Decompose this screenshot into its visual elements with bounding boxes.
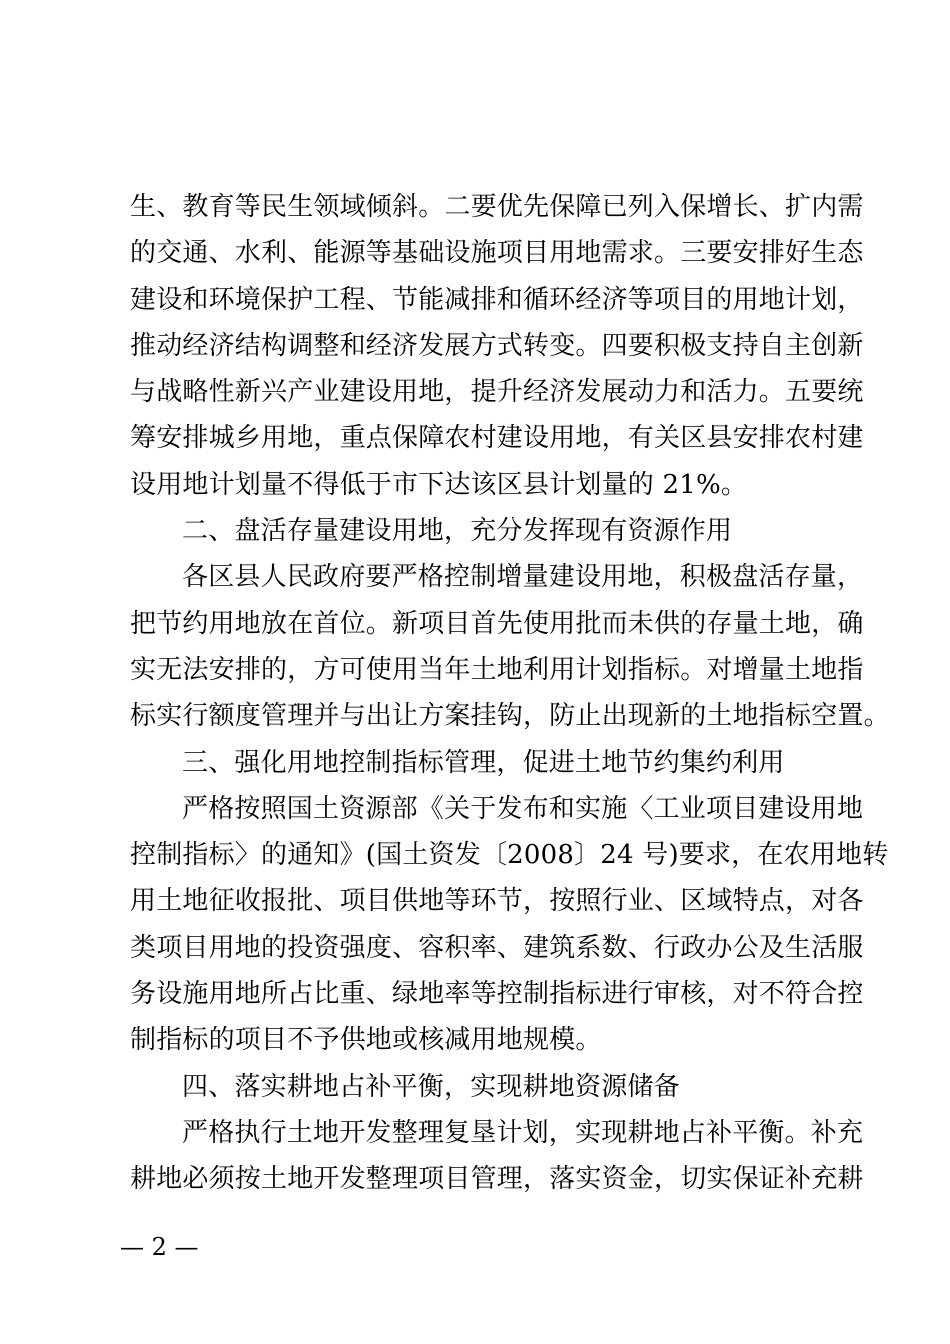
body-line: 筹安排城乡用地，重点保障农村建设用地，有关区县安排农村建 [130,423,864,454]
body-line: 建设和环境保护工程、节能减排和循环经济等项目的用地计划， [130,284,864,315]
section-heading: 二、盘活存量建设用地，充分发挥现有资源作用 [182,516,733,547]
body-line: 设用地计划量不得低于市下达该区县计划量的 21%。 [130,469,748,500]
body-line: 控制指标〉的通知》(国土资发〔2008〕24 号)要求，在农用地转 [130,840,889,871]
section-heading: 四、落实耕地占补平衡，实现耕地资源储备 [182,1071,680,1102]
body-line: 标实行额度管理并与出让方案挂钩，防止出现新的土地指标空置。 [130,701,890,732]
body-line: 耕地必须按土地开发整理项目管理，落实资金，切实保证补充耕 [130,1164,864,1195]
page-number: — 2 — [120,1233,199,1261]
body-line: 推动经济结构调整和经济发展方式转变。四要积极支持自主创新 [130,330,864,361]
body-line: 生、教育等民生领域倾斜。二要优先保障已列入保增长、扩内需 [130,192,864,222]
body-line: 严格按照国土资源部《关于发布和实施〈工业项目建设用地 [182,793,864,824]
body-line: 与战略性新兴产业建设用地，提升经济发展动力和活力。五要统 [130,377,864,408]
body-line: 把节约用地放在首位。新项目首先使用批而未供的存量土地，确 [130,608,864,639]
body-line: 各区县人民政府要严格控制增量建设用地，积极盘活存量， [182,562,864,593]
body-line: 务设施用地所占比重、绿地率等控制指标进行审核，对不符合控 [130,979,864,1010]
body-line: 用土地征收报批、项目供地等环节，按照行业、区域特点，对各 [130,886,864,917]
body-line: 制指标的项目不予供地或核减用地规模。 [130,1025,602,1056]
body-line: 的交通、水利、能源等基础设施项目用地需求。三要安排好生态 [130,238,864,269]
document-body [130,184,890,1203]
body-line: 严格执行土地开发整理复垦计划，实现耕地占补平衡。补充 [182,1117,864,1148]
body-line: 类项目用地的投资强度、容积率、建筑系数、行政办公及生活服 [130,932,864,963]
section-heading: 三、强化用地控制指标管理，促进土地节约集约利用 [182,747,785,778]
body-line: 实无法安排的，方可使用当年土地利用计划指标。对增量土地指 [130,654,864,685]
